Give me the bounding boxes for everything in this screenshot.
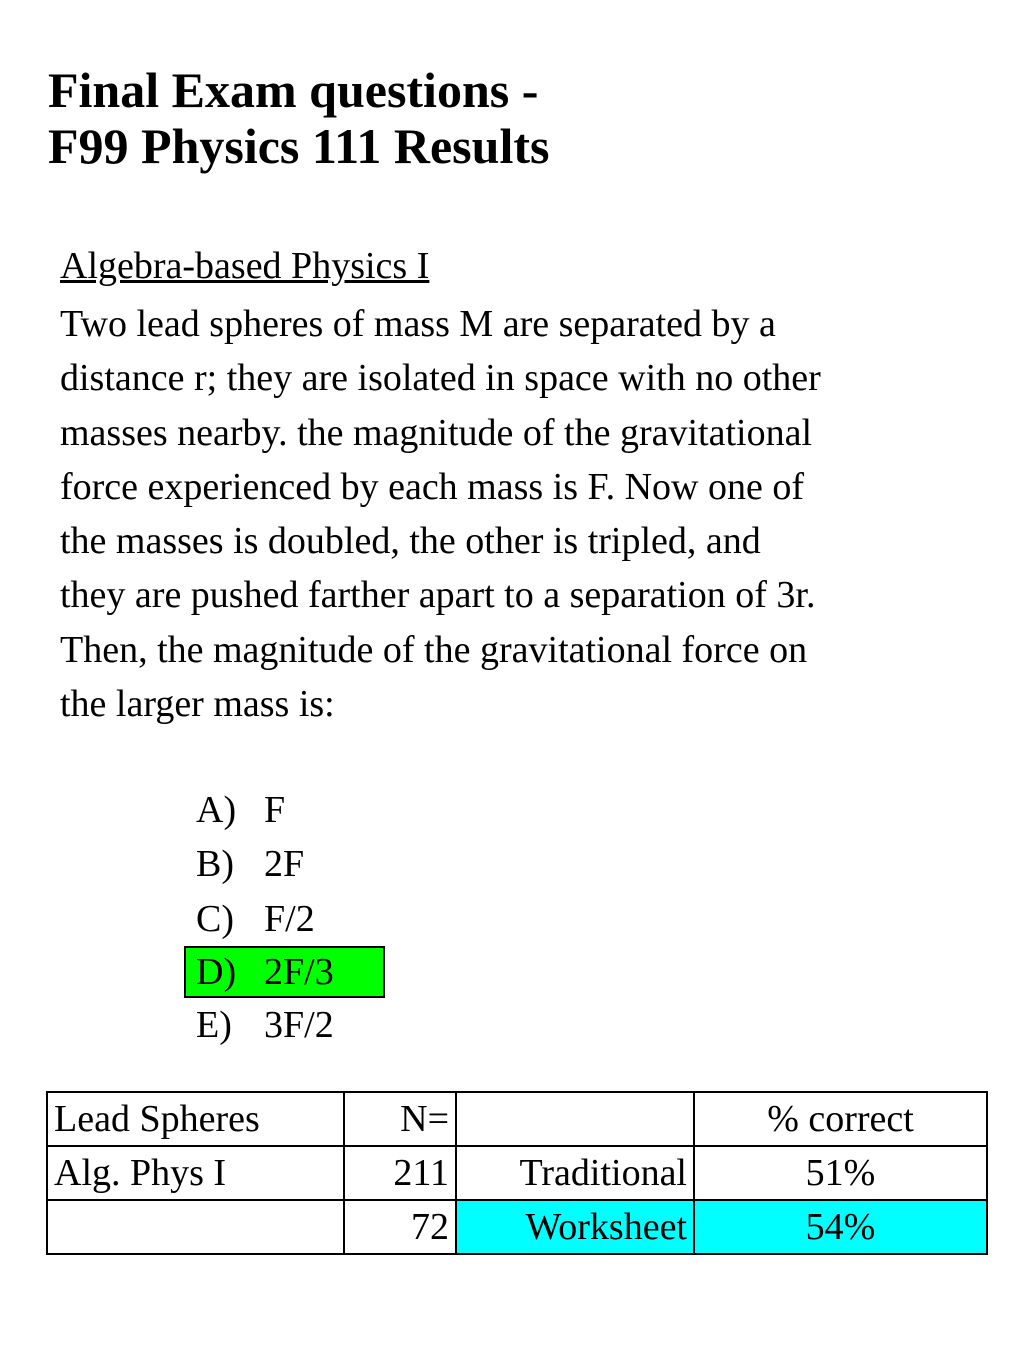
- choice-d-correct: [184, 946, 385, 998]
- choice-value: 2F: [264, 843, 305, 886]
- table-header-row: [47, 1092, 987, 1146]
- table-cell: 211: [344, 1146, 456, 1200]
- choice-letter: D): [196, 950, 237, 993]
- results-table: [46, 1091, 988, 1255]
- title-line-1: Final Exam questions -: [48, 62, 539, 118]
- choice-value: 2F/3: [264, 950, 334, 993]
- table-cell: 51%: [694, 1146, 987, 1200]
- choice-e: [184, 998, 385, 1052]
- question-line: distance r; they are isolated in space with no other: [60, 357, 821, 400]
- question-line: Two lead spheres of mass M are separated by a: [60, 303, 776, 345]
- choice-letter: A): [196, 789, 237, 831]
- table-row: [47, 1200, 987, 1254]
- header-cell: % correct: [694, 1092, 987, 1146]
- choice-letter: C): [196, 897, 234, 940]
- question-line: the larger mass is:: [60, 683, 335, 726]
- header-cell: [456, 1092, 694, 1146]
- header-cell: Lead Spheres: [47, 1092, 344, 1146]
- question-line: Then, the magnitude of the gravitational force on: [60, 628, 808, 671]
- choice-a: [184, 783, 385, 837]
- question-text: [60, 297, 1000, 731]
- question-line: they are pushed farther apart to a separation of 3r.: [60, 574, 816, 617]
- choice-value: F: [264, 789, 286, 831]
- question-line: the masses is doubled, the other is tripled, and: [60, 520, 761, 563]
- choice-value: F/2: [264, 897, 315, 940]
- table-cell: Traditional: [456, 1146, 694, 1200]
- choice-c: [184, 892, 385, 946]
- choice-value: 3F/2: [264, 1003, 334, 1046]
- table-row: [47, 1146, 987, 1200]
- page-title: [48, 62, 549, 174]
- table-cell: Alg. Phys I: [47, 1146, 344, 1200]
- header-cell: N=: [344, 1092, 456, 1146]
- table-cell: [47, 1200, 344, 1254]
- table-cell-highlighted: Worksheet: [456, 1200, 694, 1254]
- table-cell-highlighted: 54%: [694, 1200, 987, 1254]
- table-cell: 72: [344, 1200, 456, 1254]
- title-line-2: F99 Physics 111 Results: [48, 118, 550, 174]
- answer-choices: [184, 783, 385, 1052]
- question-line: force experienced by each mass is F. Now one of: [60, 465, 805, 508]
- choice-b: [184, 837, 385, 891]
- course-subtitle: Algebra-based Physics I: [60, 245, 430, 287]
- choice-letter: B): [196, 843, 234, 886]
- choice-letter: E): [196, 1003, 232, 1046]
- question-line: masses nearby. the magnitude of the gravitational: [60, 411, 813, 454]
